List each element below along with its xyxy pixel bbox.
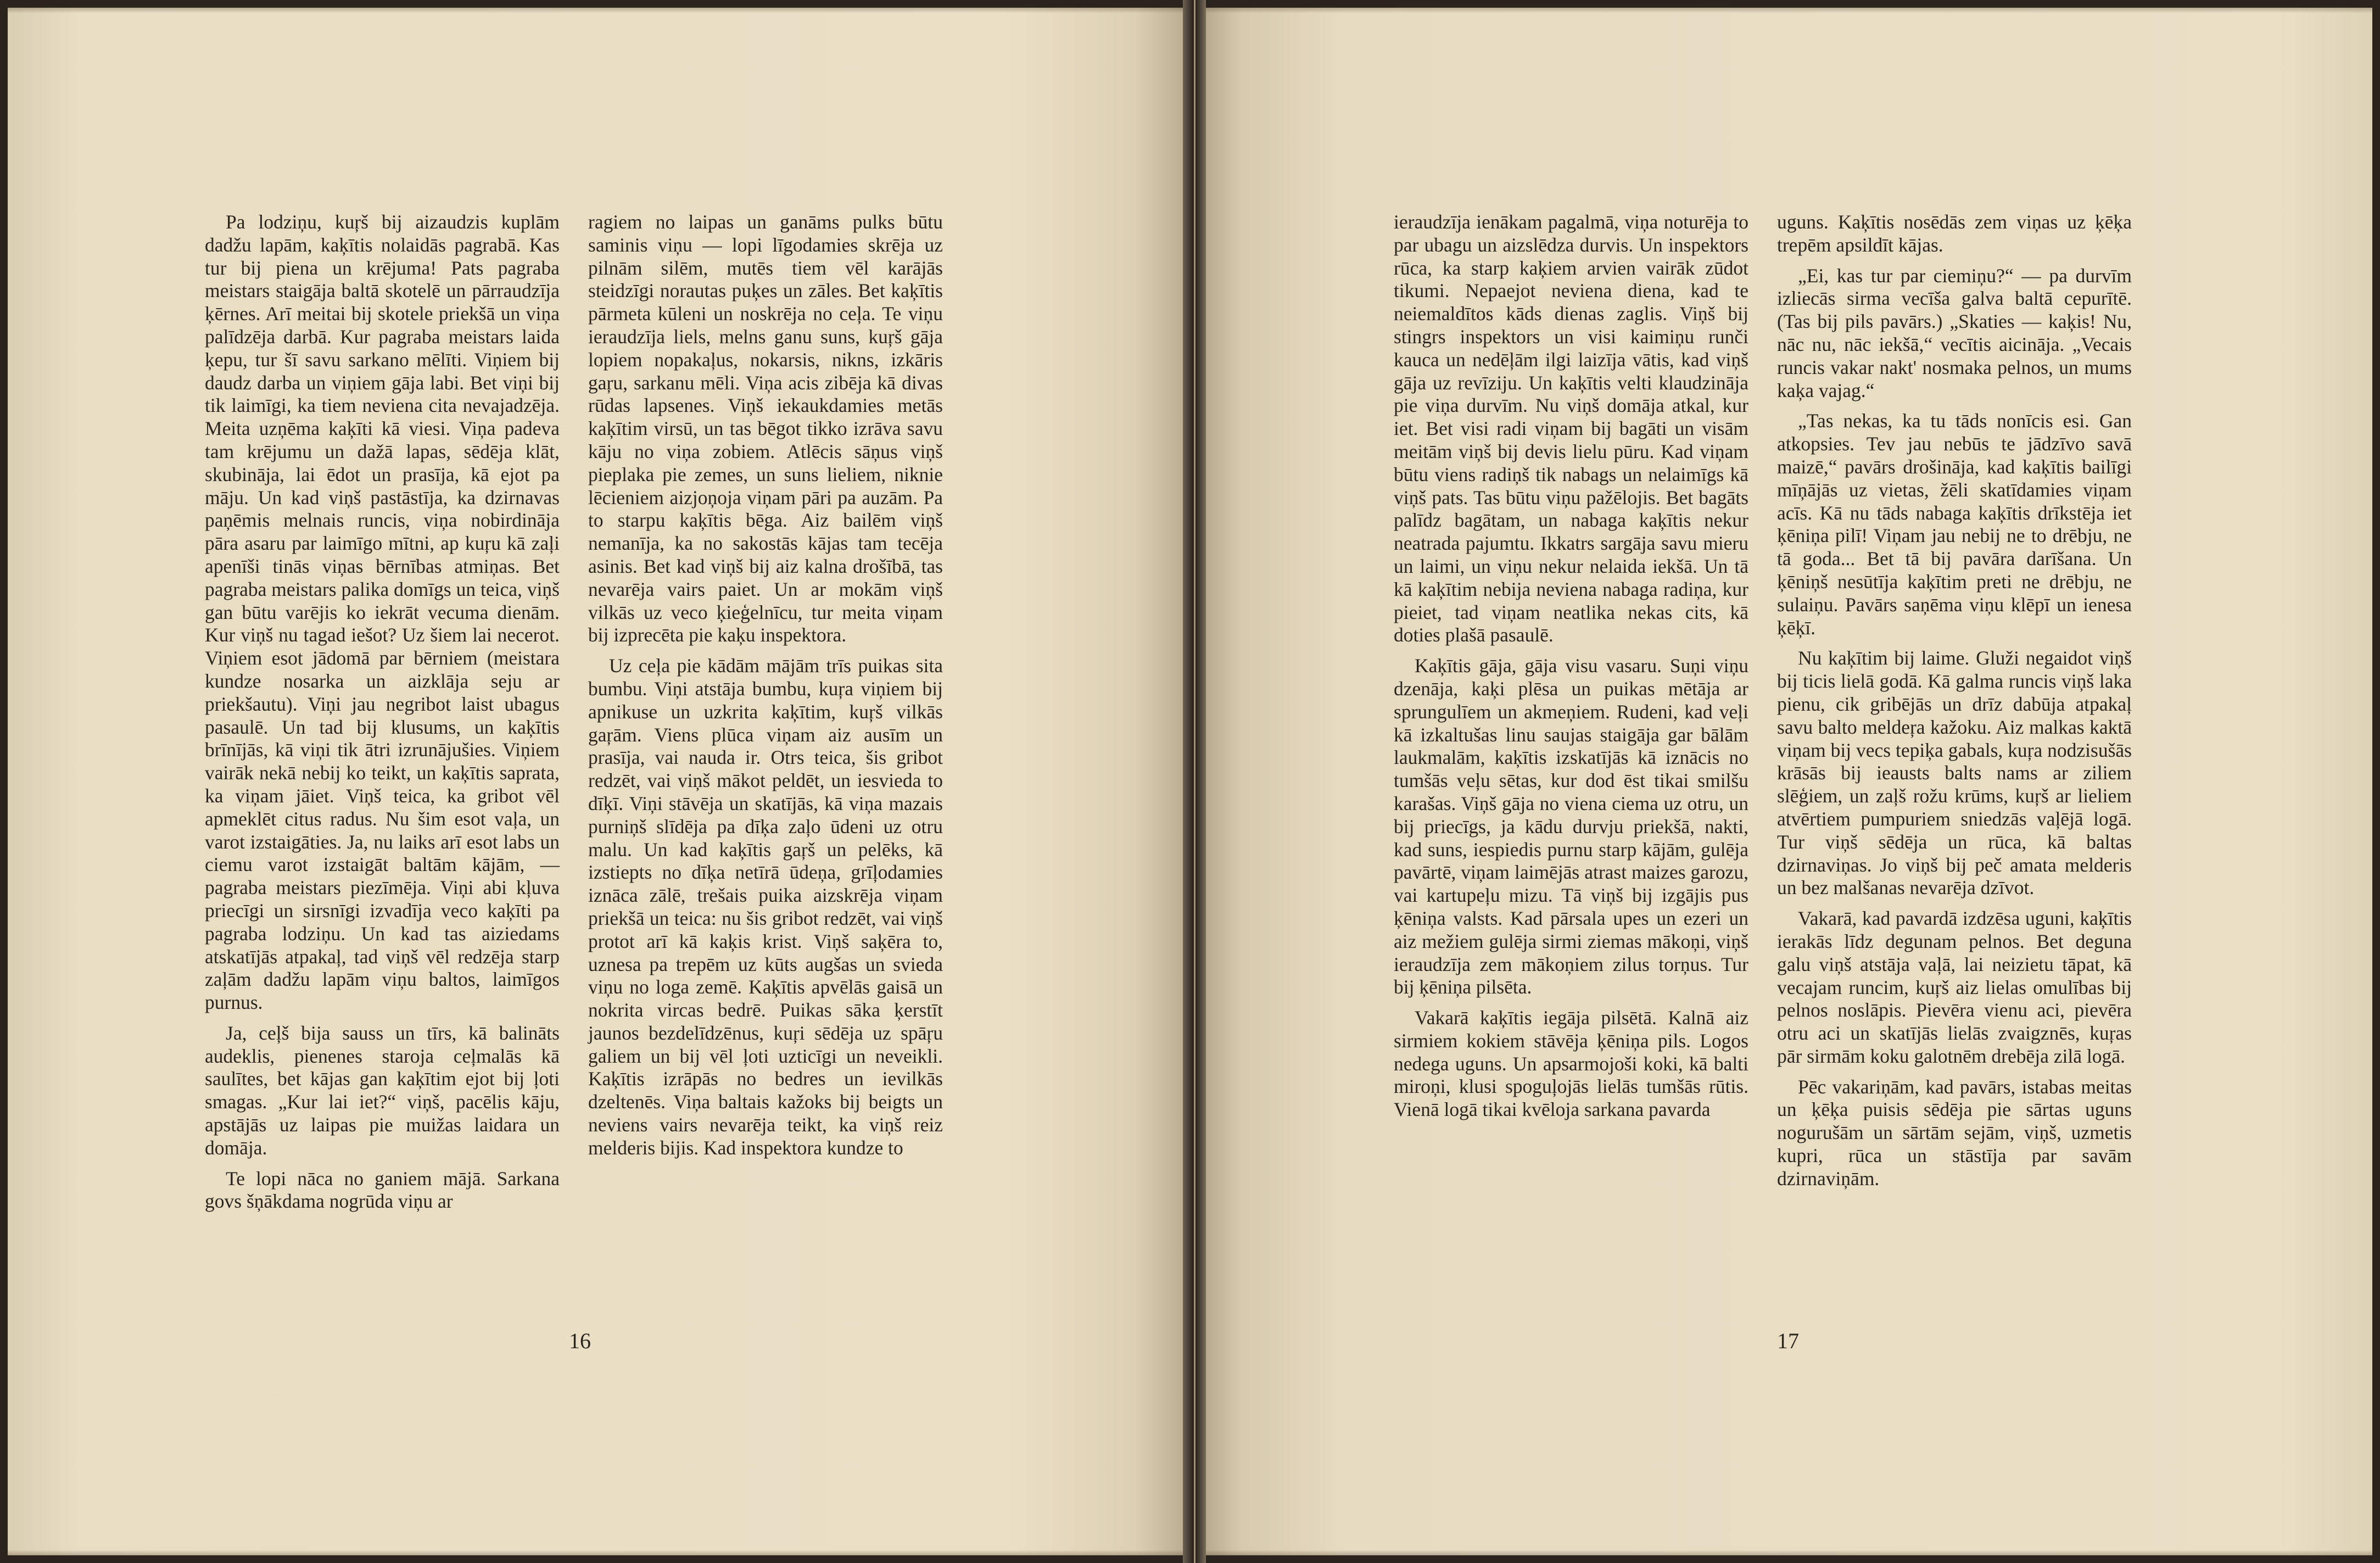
page-shadow-top bbox=[1206, 8, 2372, 13]
right-page-column-1 bbox=[1394, 211, 1748, 1129]
paragraph: Uz ceļa pie kādām mājām trīs puikas sita bumbu. Viņi atstāja bumbu, kuŗa viņiem bij apnikuse un uzkrita kaķītim, kuŗš vilkās gaŗām. Viens plūca viņam aiz ausīm un prasīja, vai nauda ir. Otrs teica, šis gribot redzēt, vai viņš mākot peldēt, un iesvieda to dīķī. Viņi stāvēja un skatījās, kā viņa mazais purniņš slīdēja pa dīķa zaļo ūdeni uz otru malu. Un kad kaķītis gaŗš un pelēks, kā izstiepts no dīķa netīrā ūdeņa, grīļodamies iznāca zālē, trešais puika aizskrēja viņam priekšā un teica: nu šis gribot redzēt, vai viņš protot arī kā kaķis krist. Viņš saķēra to, uznesa pa trepēm uz kūts augšas un svieda viņu no loga zemē. Kaķītis apvēlās gaisā un nokrita vircas bedrē. Puikas sāka ķerstīt jaunos bezdelīdzēnus, kuŗi sēdēja uz spāŗu galiem un bij vēl ļoti uzticīgi un neveikli. Kaķītis izrāpās no bedres un ievilkās dzeltenēs. Viņa baltais kažoks bij beigts un neviens vairs nevarēja teikt, ka viņš reiz melderis bijis. Kad inspektora kundze to bbox=[588, 655, 943, 1159]
left-page-column-2 bbox=[588, 211, 943, 1168]
paragraph: Vakarā, kad pavardā izdzēsa uguni, kaķītis ierakās līdz degunam pelnos. Bet deguna galu viņš atstāja vaļā, lai neizietu tāpat, kā vecajam runcim, kuŗš aiz lielas omulības bij pelnos noslāpis. Pievēra vienu aci, pievēra otru aci un skatījās lielās zvaigznēs, kuŗas pār sirmām koku galotnēm drebēja zilā logā. bbox=[1777, 907, 2132, 1067]
paragraph: „Tas nekas, ka tu tāds nonīcis esi. Gan atkopsies. Tev jau nebūs te jādzīvo savā maizē,“ pavārs drošināja, kad kaķītis bailīgi mīņājās uz vietas, žēli skatīdamies viņam acīs. Kā nu tāds nabaga kaķītis drīkstēja iet ķēniņa pilī! Viņam jau nebij ne to drēbju, ne tā goda... Bet tā bij pavāra darīšana. Un ķēniņš nesūtīja kaķītim preti ne drēbju, ne sulaiņu. Pavārs saņēma viņu klēpī un ienesa ķēķī. bbox=[1777, 410, 2132, 639]
page-shadow-top bbox=[8, 8, 1183, 13]
right-page-column-2 bbox=[1777, 211, 2132, 1198]
paragraph: Te lopi nāca no ganiem mājā. Sarkana govs šņākdama nogrūda viņu ar bbox=[205, 1167, 560, 1213]
paragraph: Pēc vakariņām, kad pavārs, istabas meitas un ķēķa puisis sēdēja pie sārtas uguns nogurušām un sārtām sejām, viņš, uzmetis kupri, rūca un stāstīja par savām dzirnaviņām. bbox=[1777, 1075, 2132, 1190]
left-page-column-1 bbox=[205, 211, 560, 1221]
page-shadow-bottom bbox=[8, 1550, 1183, 1555]
paragraph: Pa lodziņu, kuŗš bij aizaudzis kuplām dadžu lapām, kaķītis nolaidās pagrabā. Kas tur bij piena un krējuma! Pats pagraba meistars staigāja baltā skotelē un pārraudzīja ķērnes. Arī meitai bij skotele priekšā un viņa palīdzēja darbā. Kur pagraba meistars laida ķepu, tur šī savu sarkano mēlīti. Viņiem bij daudz darba un viņiem gāja labi. Bet viņi bij tik laimīgi, ka tiem neviena cita nevajadzēja. Meita uzņēma kaķīti kā viesi. Viņa padeva tam krējumu un dažā lapas, sēdēja klāt, skubināja, lai ēdot un prasīja, kā ejot pa māju. Un kad viņš pastāstīja, ka dzirnavas paņēmis melnais runcis, viņa nobirdināja pāra asaru par laimīgo mītni, ap kuŗu kā zaļi apenīši tinās viņas bērnības atmiņas. Bet pagraba meistars palika domīgs un teica, viņš gan būtu varējis ko iekrāt vecuma dienām. Kur viņš nu tagad iešot? Uz šiem lai necerot. Viņiem esot jādomā par bērniem (meistara kundze nosarka un aizklāja seju ar priekšautu). Viņi jau negribot laist ubagus pasaulē. Un tad bij klusums, un kaķītis brīnījās, kā viņi tik ātri izrunājušies. Viņiem vairāk nekā nebij ko teikt, un kaķītis saprata, ka viņam jāiet. Viņš teica, ka gribot vēl apmeklēt citus radus. Nu šim esot vaļa, un varot izstaigāties. Ja, nu laiks arī esot labs un ciemu varot izstaigāt baltām kājām, — pagraba meistars piezīmēja. Viņi abi kļuva priecīgi un sirsnīgi izvadīja veco kaķīti pa pagraba lodziņu. Un kad tas aiziedams atskatījās atpakaļ, tad viņš vēl redzēja starp zaļām dadžu lapām viņu baltos, laimīgos purnus. bbox=[205, 211, 560, 1014]
paragraph: ragiem no laipas un ganāms pulks būtu saminis viņu — lopi līgodamies skrēja uz pilnām silēm, mutēs tiem vēl karājās steidzīgi norautas puķes un zāles. Bet kaķītis pārmeta kūleni un noskrēja no ceļa. Te viņu ieraudzīja liels, melns ganu suns, kuŗš gāja lopiem nopakaļus, nokarsis, nikns, izkāris gaŗu, sarkanu mēli. Viņa acis zibēja kā divas rūdas lapsenes. Viņš iekaukdamies metās kaķītim virsū, un tas bēgot tikko izrāva savu kāju no viņa zobiem. Atlēcis sāņus viņš pieplaka pie zemes, un suns lieliem, niknie lēcieniem aizjoņoja viņam pāri pa auzām. Pa to starpu kaķītis bēga. Aiz bailēm viņš nemanīja, ka no sakostās kājas tam tecēja asinis. Bet kad viņš bij aiz kalna drošībā, tas nevarēja vairs paiet. Un ar mokām viņš vilkās uz veco ķieģelnīcu, tur meita viņam bij izprecēta pie kaķu inspektora. bbox=[588, 211, 943, 646]
spine-line bbox=[1194, 0, 1195, 1563]
paragraph: uguns. Kaķītis nosēdās zem viņas uz ķēķa trepēm apsildīt kājas. bbox=[1777, 211, 2132, 256]
page-number-left: 16 bbox=[569, 1328, 591, 1353]
page-shadow-bottom bbox=[1206, 1550, 2372, 1555]
paragraph: Vakarā kaķītis iegāja pilsētā. Kalnā aiz sirmiem kokiem stāvēja ķēniņa pils. Logos nedega uguns. Un apsarmojoši koki, kā balti miroņi, klusi spoguļojās lielās tumšās rūtis. Vienā logā tikai kvēloja sarkana pavarda bbox=[1394, 1007, 1748, 1121]
paragraph: „Ei, kas tur par ciemiņu?“ — pa durvīm izliecās sirma vecīša galva baltā cepurītē. (Tas bij pils pavārs.) „Skaties — kaķis! Nu, nāc nu, nāc iekšā,“ vecītis aicināja. „Vecais runcis vakar nakt' nosmaka pelnos, un mums kaķa vajag.“ bbox=[1777, 264, 2132, 401]
paragraph: Kaķītis gāja, gāja visu vasaru. Suņi viņu dzenāja, kaķi plēsa un puikas mētāja ar sprungulīem un akmeņiem. Rudeni, kad veļi kā izkaltušas linu saujas staigāja gar bālām laukmalām, kaķītis izskatījās kā iznācis no tumšās veļu sētas, kur dod ēst tikai smilšu karašas. Viņš gāja no viena ciema uz otru, un bij priecīgs, ja kādu durvju priekšā, nakti, kad suns, iespiedis purnu starp kājām, gulēja pavārtē, viņam laimējās atrast maizes garozu, vai kartupeļu mizu. Tā viņš bij izgājis pus ķēniņa valsts. Kad pārsala upes un ezeri un aiz mežiem gulēja sirmi ziemas mākoņi, viņš ieraudzīja zem mākoņiem zilus torņus. Tur bij ķēniņa pilsēta. bbox=[1394, 655, 1748, 998]
paragraph: Nu kaķītim bij laime. Gluži negaidot viņš bij ticis lielā godā. Kā galma runcis viņš laka pienu, cik gribējās un drīz dabūja atpakaļ savu balto meldeŗa kažoku. Aiz malkas kaktā viņam bij vecs tepiķa gabals, kuŗa nodzisušās krāsās bij ieausts balts nams ar ziliem slēģiem, un zaļš rožu krūms, kuŗš ar lieliem atvērtiem pumpuriem sniedzās vaļējā logā. Tur viņš sēdēja un rūca, kā baltas dzirnaviņas. Jo viņš bij peč amata melderis un bez malšanas nevarēja dzīvot. bbox=[1777, 647, 2132, 899]
paragraph: Ja, ceļš bija sauss un tīrs, kā balināts audeklis, pienenes staroja ceļmalās kā saulītes, bet kājas gan kaķītim ejot bij ļoti smagas. „Kur lai iet?“ viņš, pacēlis kāju, apstājās uz laipas pie muižas laidara un domāja. bbox=[205, 1021, 560, 1159]
paragraph: ieraudzīja ienākam pagalmā, viņa noturēja to par ubagu un aizslēdza durvis. Un inspektors rūca, ka starp kaķiem arvien vairāk zūdot tikumi. Nepaejot neviena diena, kad te neiemaldītos kāds dienas zaglis. Viņš bij stingrs inspektors un visi kaimiņu runči kauca un nedēļām ilgi laizīja vātis, kad viņš gāja uz revīziju. Un kaķītis velti klaudzināja pie viņa durvīm. Nu viņš domāja atkal, kur iet. Bet visi radi viņam bij bagāti un visām meitām viņš bij devis lielu pūru. Kad viņam būtu viens radiņš tik nabags un nelaimīgs kā viņš pats. Tas būtu viņu pažēlojis. Bet bagāts palīdz bagātam, un nabaga kaķītis nekur neatrada pajumtu. Ikkatrs sargāja savu mieru un laimi, un viņu nekur nelaida iekšā. Un tā kā kaķītim nebija neviena nabaga radiņa, kur pieiet, tad viņam neatlika nekas cits, kā doties plašā pasaulē. bbox=[1394, 211, 1748, 646]
page-number-right: 17 bbox=[1777, 1328, 1799, 1353]
